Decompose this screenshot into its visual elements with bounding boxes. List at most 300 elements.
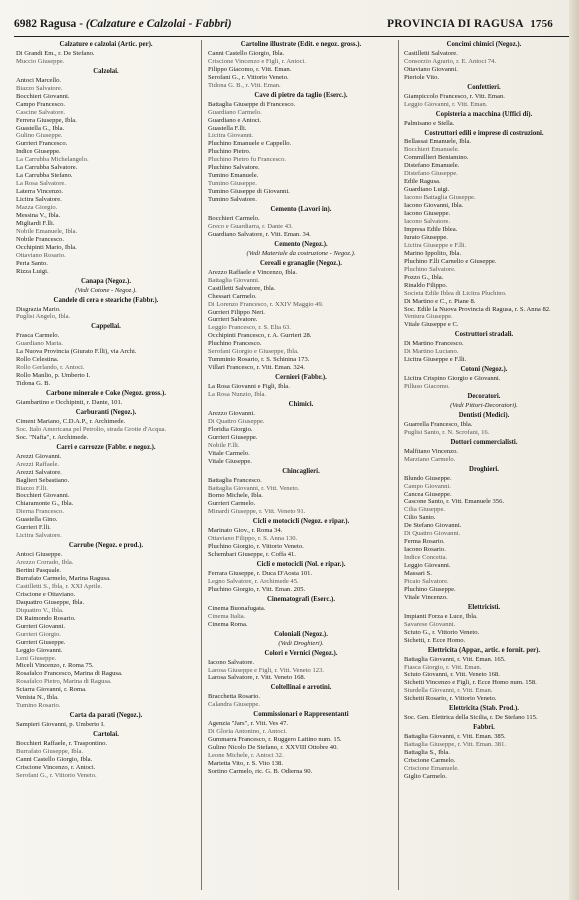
directory-entry: Castilletti S., Ibla, r. XXI Aprile. [16,582,103,590]
directory-entry: Fiasca Giorgio, r. Vitt. Eman. [404,663,482,671]
section-title: Dottori commercialisti. [450,438,518,446]
directory-section [208,561,394,594]
directory-entry: Licitra Salvatore. [16,532,62,540]
directory-entry: Bracchetta Rosario. [208,693,260,701]
directory-section [404,130,564,330]
directory-entry: Leni Giuseppe. [16,654,57,662]
directory-entry: Cinema Buonafugata. [208,604,266,612]
directory-entry: Puglisi Angelo, Ibla. [16,313,71,321]
directory-entry: Leggio Giovanni. [16,646,63,654]
section-title: Cave di pietre da taglio (Eserc.). [254,91,348,99]
page-header [14,14,571,37]
directory-entry: Leggio Giovanni, r. Vitt. Eman. [404,100,488,108]
directory-entry: Campo Giovanni. [404,482,451,490]
directory-entry: La Rosa Salvatore. [16,180,66,188]
header-left: 6982 Ragusa - (Calzature e Calzolai - Fabbri) [14,18,232,30]
directory-entry: Gurrieri Filippo Neri. [208,308,265,316]
directory-entry: Battaglia Francesco. [208,476,262,484]
column-divider [398,40,399,890]
directory-entry: Palmisano e Stella. [404,119,455,127]
section-title: Elettricisti. [467,603,501,611]
directory-entry: Pluchino Salvatore. [404,265,456,273]
directory-entry: Distefano Emanuele. [404,162,460,170]
directory-entry: Iacono Battaglia Giuseppe. [404,194,476,202]
directory-entry: Canni Castello Giorgio, Ibla. [208,49,285,57]
section-title: Costruttori stradali. [454,331,514,339]
directory-entry: Biazzo F.lli. [16,484,48,492]
directory-entry: Ferma Rosario. [404,538,445,546]
directory-entry: Leggio Francesco, r. S. Elia 63. [208,324,291,332]
directory-entry: Massari S. [404,570,432,578]
directory-entry: Guarrella Francesco, Ibla. [404,420,473,428]
section-title: Droghieri. [469,465,499,473]
section-title: Concimi chimici (Negoz.). [446,41,522,48]
directory-entry: Iacono Giuseppe. [404,210,451,218]
directory-entry: Antoci Giuseppe. [16,551,63,559]
directory-section [208,41,394,90]
directory-section [208,92,394,204]
directory-section [16,278,196,295]
directory-entry: Agenzia "Jars", r. Vitt. Ves 47. [208,720,289,728]
section-title: Cereali e granaglie (Negoz.). [260,259,342,267]
directory-section [404,41,564,82]
directory-section [16,409,196,442]
directory-entry: Gurrieri Salvatore. [208,316,258,324]
directory-entry: Soc. Italo Americana pel Petrolio, strada Grotte d'Acqua. [16,425,167,433]
directory-entry: Soc. "Nafta", r. Archimede. [16,433,89,441]
directory-entry: Guardiano Salvatore, r. Vitt. Eman. 34. [208,230,311,238]
directory-section [16,542,196,710]
directory-entry: Serofani G., r. Vittorio Veneto. [208,73,289,81]
directory-entry: Battaglia Giovanni. [208,276,260,284]
directory-entry: Guastella G., Ibla. [16,124,65,132]
directory-entry: Impianti Forza e Luce, Ibla. [404,612,478,620]
directory-entry: Di Martino e C., r. Piane 8. [404,297,476,305]
directory-entry: La Carrubba Michelangelo. [16,156,89,164]
directory-entry: Mazza Giorgio. [16,204,58,212]
directory-entry: Di Quattro Giuseppe. [208,417,265,425]
directory-entry: Ottaviano Giovanni. [404,65,458,73]
directory-entry: Disgrazia Mario. [16,305,61,313]
directory-entry: Gummarra Francesco, r. Ruggero Lattino num. 15. [208,736,342,744]
directory-section [404,366,564,391]
directory-entry: Battaglia Giovanni, r. Vitt. Veneto. [208,484,300,492]
directory-entry: Minardi Giuseppe, r. Vitt. Veneto 91. [208,508,306,516]
section-title: Elettricita (Appar., artic. e fornit. per). [427,646,541,654]
column-1 [16,40,196,890]
directory-entry: La Carrubba Stefano. [16,172,73,180]
directory-entry: Gurrieri F.lli. [16,524,51,532]
directory-entry: Bocchieri Giovanni. [16,92,70,100]
directory-entry: Daquattro Giuseppe, Ibla. [16,598,85,606]
directory-entry: Gurrieri Francesco. [16,140,68,148]
directory-section [16,297,196,322]
directory-section [404,724,564,781]
directory-entry: Calandra Giuseppe. [208,701,260,709]
directory-entry: Arezzo Corrado, Ibla. [16,559,74,567]
directory-entry: Gurrieri Carmelo. [208,500,256,508]
directory-section [208,374,394,399]
directory-entry: Criscione Vincenzo e Figli, r. Antoci. [208,57,307,65]
directory-entry: Gurrieri Giovanni. [16,622,66,630]
section-title: Copisteria a macchina (Uffici di). [435,110,533,118]
directory-entry: Cinema Italia. [208,612,246,620]
directory-entry: Bocchieri Emanuele. [404,146,460,154]
directory-section [208,596,394,629]
directory-entry: Pluchino Francesco. [208,340,262,348]
directory-entry: Tidona G. B. [16,380,51,388]
directory-entry: Cimeni Mariano, C.D.A.P., r. Archimede. [16,417,126,425]
directory-section [208,650,394,683]
section-title: Canapa (Negoz.). [80,277,132,285]
directory-entry: Serofani G., r. Vittorio Veneto. [16,771,97,779]
directory-entry: Battaglia Giuseppe di Francesco. [208,100,296,108]
directory-entry: Miceli Vincenzo, r. Roma 75. [16,662,94,670]
directory-entry: Tumino Giuseppe. [208,180,257,188]
directory-entry: Rosafalco Francesco, Marina di Ragusa. [16,670,123,678]
directory-entry: Burrafato Carmelo, Marina Ragusa. [16,575,111,582]
directory-entry: Baglieri Sebastiano. [16,476,70,484]
directory-entry: Iacono Rosario. [404,546,446,554]
directory-entry: Commillieri Beniamino. [404,154,469,162]
header-right [387,18,553,30]
directory-entry: La Rosa Giovanni e Figli, Ibla. [208,383,290,391]
directory-section [16,712,196,729]
directory-entry: Di Lorenzo Francesco, r. XXIV Maggio 49. [208,300,324,308]
directory-entry: Pozzo G., Ibla. [404,273,444,281]
directory-section [404,412,564,437]
directory-entry: Larosa Giuseppe e Figli, r. Vitt. Veneto 123. [208,666,325,674]
directory-entry: Battaglia Giovanni, r. Vitt. Eman. 385. [404,733,506,741]
directory-entry: Di Raimondo Rosario. [16,614,76,622]
directory-section [208,518,394,559]
section-title: Carta da parati (Negoz.). [69,712,143,720]
section-note: (Vedi Materiale da costruzione - Negoz.). [246,249,356,257]
directory-entry: Occhipinti Francesco, r. A. Gurrieri 28. [208,332,312,340]
directory-entry: Rinaldo Filippo. [404,281,448,289]
directory-entry: Blundo Giuseppe. [404,474,452,482]
section-title: Chimici. [288,400,314,408]
directory-entry: Arezzi Giovanni. [16,452,62,460]
directory-entry: Arezzi Salvatore. [16,468,62,476]
directory-section [16,731,196,780]
column-2 [208,40,394,890]
directory-entry: Iacono Giovanni, Ibla. [404,202,464,210]
directory-entry: Licitra Giovanni. [208,132,254,140]
directory-entry: Di Martino Luciano. [404,348,459,356]
directory-section [208,468,394,517]
directory-entry: Malfitano Vincenzo. [404,447,459,455]
directory-entry: Leone Michele, r. Antoci 32. [208,752,284,760]
directory-entry: Diquattro V., Ibla. [16,606,64,614]
directory-section [16,390,196,407]
directory-entry: Gurrieri Giuseppe. [16,638,66,646]
directory-entry: Licitra Salvatore. [16,196,62,204]
directory-entry: Ottaviano Filippo, r. S. Anna 130. [208,535,298,543]
section-title: Decoratori. [467,393,501,401]
directory-entry: La Rosa Nunzio, Ibla. [208,391,267,399]
directory-entry: Pluchino Giorgio, r. Vitt. Eman. 205. [208,585,306,593]
directory-entry: Larosa Salvatore, r. Vitt. Veneto 168. [208,674,306,682]
section-title: Candele di cera e steariche (Fabbr.). [53,296,159,304]
directory-entry: Gurrieri Giuseppe. [208,433,258,441]
directory-section [208,631,394,648]
section-title: Cappellai. [91,323,121,331]
directory-entry: Distefano Giuseppe. [404,170,458,178]
directory-entry: Licitra Crispino Giorgio e Giovanni. [404,375,501,383]
directory-entry: Savarese Giovanni. [404,620,456,628]
section-title: Cartolai. [93,731,119,739]
directory-entry: Sampieri Giovanni, p. Umberto I. [16,721,105,729]
section-title: Calzature e calzolai (Artic. per). [59,41,153,48]
directory-entry: Nobile Emanuele, Ibla. [16,227,78,235]
directory-section [404,439,564,464]
directory-entry: Occhipinti Mario, Ibla. [16,243,77,251]
directory-entry: Marinato Giov., r. Roma 34. [208,527,283,535]
section-title: Carrube (Negoz. e prod.). [68,542,144,550]
directory-section [404,466,564,602]
section-title: Carbone minerale e Coke (Negoz. gross.). [46,390,166,398]
directory-entry: Puglisi Santo, r. N. Scrofani, 16. [404,428,490,436]
directory-entry: Pluchino Giorgio, r. Vittorio Veneto. [208,543,304,551]
section-note: (Vedi Cotone - Negoz.). [75,286,137,294]
directory-entry: Bertini Pasquale. [16,567,62,575]
directory-entry: Vitale Giuseppe e C. [404,321,459,329]
directory-entry: Indice Concetta. [404,554,448,562]
directory-entry: Cinema Roma. [208,620,248,628]
directory-section [16,323,196,388]
directory-entry: Vitale Vincenzo. [404,593,448,601]
section-title: Cicli e motocicli (Nol. e ripar.). [256,561,346,569]
directory-entry: Rosafalco Pietro, Marina di Ragusa. [16,678,112,686]
directory-entry: Frasca Carmelo. [16,332,60,340]
directory-section [208,684,394,709]
province-name-left: Ragusa [39,18,77,30]
directory-entry: Edile Ragusa. [404,178,441,186]
directory-entry: Pluchino Emanuele e Cappello. [208,140,292,148]
directory-entry: Burrafato Giuseppe, Ibla. [16,748,84,756]
directory-entry: Ferrara Giuseppe, r. Duca D'Aosta 101. [208,570,313,578]
directory-entry: Battaglia S., Ibla. [404,749,450,757]
directory-entry: Chessari Carmelo. [208,292,257,300]
directory-entry: Di Grandi Em., r. De Stefano. [16,49,95,57]
directory-entry: Pilluso Giacomo. [404,383,450,391]
directory-entry: Iurato Giuseppe. [404,233,448,241]
directory-entry: Iacono Salvatore. [208,658,255,666]
directory-entry: Guardiano e Antoci. [208,116,262,124]
directory-entry: Sciuto Giovanni, r. Vitt. Veneto 168. [404,671,500,679]
section-title: Cicli e motocicli (Negoz. e ripar.). [252,518,350,526]
directory-entry: Sturdella Giovanni, r. Vitt. Eman. [404,687,493,695]
directory-entry: Tumino Emanuele. [208,172,259,180]
directory-entry: Guardiano Maria. [16,340,63,348]
directory-entry: Rizza Luigi. [16,267,49,275]
directory-entry: Marino Ippolito, Ibla. [404,249,462,257]
section-title: Fabbri. [473,724,495,732]
directory-entry: Castilletti Salvatore. [404,49,458,57]
directory-entry: Cilia Giuseppe. [404,506,446,514]
directory-entry: Guardiano Luigi. [404,186,450,194]
directory-entry: Laterra Vincenzo. [16,188,64,196]
directory-entry: Bocchieri Raffaele, r. Traspontino. [16,740,108,748]
directory-section [208,711,394,776]
directory-entry: Pluchino F.lli Carnelio e Giuseppe. [404,257,497,265]
directory-section [404,647,564,704]
directory-entry: Criscione Vincenzo, r. Antoci. [16,763,96,771]
directory-section [404,111,564,128]
section-title: Cernieri (Fabbr.). [275,374,327,382]
directory-entry: Tumminio Rosario, r. S. Schinina 173. [208,356,310,364]
directory-entry: Tumino Rosario. [16,702,61,710]
directory-entry: Chiaramonte G., Ibla. [16,500,74,508]
directory-entry: Serofani Giorgio e Giuseppe, Ibla. [208,348,299,356]
directory-entry: Sichetti, r. Ecce Homo. [404,636,466,644]
directory-entry: Rollo Manlio, p. Umberto I. [16,372,91,380]
directory-entry: Ottaviano Rosario. [16,251,66,259]
directory-entry: Ventura Giuseppe. [404,313,453,321]
directory-entry: Borno Michele, Ibla. [208,492,263,500]
directory-entry: Leggio Giovanni. [404,562,451,570]
directory-entry: Guastella Gino. [16,516,58,524]
directory-entry: Peria Santo. [16,259,48,267]
directory-entry: Antoci Marcello. [16,76,62,84]
section-title: Calzolai. [93,67,119,75]
section-title: Cemento (Lavori in). [270,206,332,214]
directory-entry: Nobile Francesco. [16,235,64,243]
directory-entry: Messina V., Ibla. [16,212,61,220]
directory-entry: Pluchino Pietro. [208,148,251,156]
section-title: Cinematografi (Eserc.). [266,595,335,603]
directory-entry: Criscione Emanuele. [404,764,459,772]
directory-entry: Sortino Carmelo, ric. G. B. Odierna 90. [208,767,313,775]
section-title: Coloniali (Negoz.). [274,630,328,638]
directory-entry: Arezzo Raffaele e Vincenzo, Ibla. [208,268,298,276]
directory-entry: Vitale Carmelo. [208,449,250,457]
directory-entry: Rollo Gerlando, r. Antoci. [16,364,85,372]
section-title: Colori e Vernici (Negoz.). [264,649,338,657]
directory-entry: Muccio Giuseppe. [16,57,65,65]
province-title: PROVINCIA DI RAGUSA [387,18,524,30]
directory-entry: Migliardi F.lli. [16,219,55,227]
directory-entry: Tidona G. B., r. Vitt. Eman. [208,81,281,89]
directory-entry: Arezzi Raffaele. [16,460,60,468]
page-number-right: 1756 [530,18,553,30]
directory-entry: Cancea Giuseppe. [404,490,452,498]
directory-section [16,41,196,66]
directory-entry: Bocchieri Giovanni. [16,492,70,500]
directory-entry: Pluchino Salvatore. [208,164,260,172]
directory-entry: Bellassai Emanuele, Ibla. [404,138,472,146]
section-note: (Vedi Droghieri). [278,639,324,647]
directory-entry: Arezzo Giovanni. [208,409,255,417]
directory-entry: Venista N., Ibla. [16,694,59,702]
directory-entry: Sciuto G., r. Vittorio Veneto. [404,628,480,636]
section-title: Cotoni (Negoz.). [460,366,508,374]
directory-entry: Cilio Santo. [404,514,436,522]
directory-entry: Marietta Vito, r. S. Vito 138. [208,760,283,768]
directory-entry: Iacono Salvatore. [404,218,451,226]
directory-entry: Licitra Giuseppe e F.lli. [404,241,467,249]
section-title: Costruttori edili e imprese di costruzioni. [424,129,544,137]
section-title: Cemento (Negoz.). [274,240,328,248]
directory-section [404,84,564,109]
directory-section [404,393,564,410]
directory-entry: Filippo Giacomo, r. Vitt. Eman. [208,65,292,73]
category-range: (Calzature e Calzolai - Fabbri) [85,18,232,30]
directory-entry: Tumino Giuseppe di Giovanni. [208,188,290,196]
directory-entry: Schembari Giuseppe, r. Coffa 41. [208,551,296,559]
directory-section [208,260,394,372]
directory-section [208,206,394,239]
directory-entry: Consorzio Agrario, r. E. Antoci 74. [404,57,497,65]
directory-entry: Greco e Guardiarra, r. Dante 43. [208,222,293,230]
directory-entry: Biazzo Salvatore. [16,84,63,92]
directory-entry: Guastella F.lli. [208,124,247,132]
directory-entry: Floridia Giorgio. [208,425,253,433]
directory-entry: Pieriole Vito. [404,73,440,81]
page-edge [569,0,579,900]
directory-entry: Soc. Gen. Elettrica della Sicilia, r. De Stefano 115. [404,714,538,722]
directory-entry: Cascine Salvatore. [16,108,66,116]
directory-entry: Bocchieri Carmelo. [208,215,260,223]
directory-entry: Gurrieri Giorgio. [16,630,61,638]
directory-entry: Battaglia Giovanni, r. Vitt. Eman. 165. [404,655,506,663]
directory-entry: Di Quattro Giovanni. [404,530,461,538]
section-title: Cartoline illustrate (Edit. e negoz. gross.). [240,41,362,48]
directory-entry: Tumino Salvatore. [208,196,257,204]
directory-entry: Rollo Celestina. [16,356,59,364]
directory-entry: La Nuova Provincia (Giurato F.lli), via Archi. [16,348,137,356]
directory-entry: Vitale Giuseppe. [208,457,252,465]
directory-entry: Di Martino Francesco. [404,340,464,348]
directory-section [208,401,394,466]
column-divider [201,40,202,890]
page-number: 6982 [14,18,37,30]
directory-entry: Impresa Edile Iblea. [404,225,458,233]
directory-entry: Castilletti Salvatore, Ibla. [208,284,276,292]
directory-entry: Soc. Edile la Nuova Provincia di Ragusa, r. S. Anna 82. [404,305,551,313]
directory-section [404,604,564,645]
directory-entry: Nobile F.lli. [208,441,240,449]
directory-entry: Criscione e Ottaviano. [16,590,76,598]
directory-entry: Legno Salvatore, r. Archimede 45. [208,578,299,585]
directory-entry: Gulino Nicolo De Stefano, r. XXVIII Ottobre 40. [208,744,339,752]
section-title: Confettieri. [467,83,501,91]
directory-entry: Ferrera Giuseppe, Ibla. [16,116,77,124]
directory-entry: Gulino Giuseppe. [16,132,63,140]
section-title: Commissionari e Rappresentanti [253,711,349,719]
section-title: Dentisti (Medici). [458,411,510,419]
section-title: Carburanti (Negoz.). [75,408,137,416]
directory-entry: Picaio Salvatore. [404,578,449,585]
directory-entry: Criscione Carmelo. [404,757,456,765]
directory-entry: Licitra Giuseppe e F.lli. [404,356,467,364]
section-title: Elettricita (Stab. Prod.). [449,705,519,713]
directory-section [404,705,564,722]
directory-entry: Di Gloria Antonino, r. Antoci. [208,728,287,736]
directory-entry: Marziano Carmelo. [404,455,456,463]
directory-section [16,68,196,276]
directory-section [16,444,196,540]
directory-entry: Cascone Santo, r. Vitt. Emanuele 356. [404,498,505,506]
section-title: Chincaglieri. [282,467,320,475]
directory-entry: Guardiano Carmelo. [208,108,262,116]
directory-entry: Sichetti Vincenzo e Figli, r. Ecce Homo num. 158. [404,679,537,687]
section-title: Carri e carrozze (Fabbr. e negoz.). [56,443,156,451]
section-title: Coltellinai e arrotini. [270,684,332,692]
directory-entry: Dierna Francesco. [16,508,64,516]
directory-entry: Giambartino e Occhipinti, r. Dante, 101. [16,398,123,406]
